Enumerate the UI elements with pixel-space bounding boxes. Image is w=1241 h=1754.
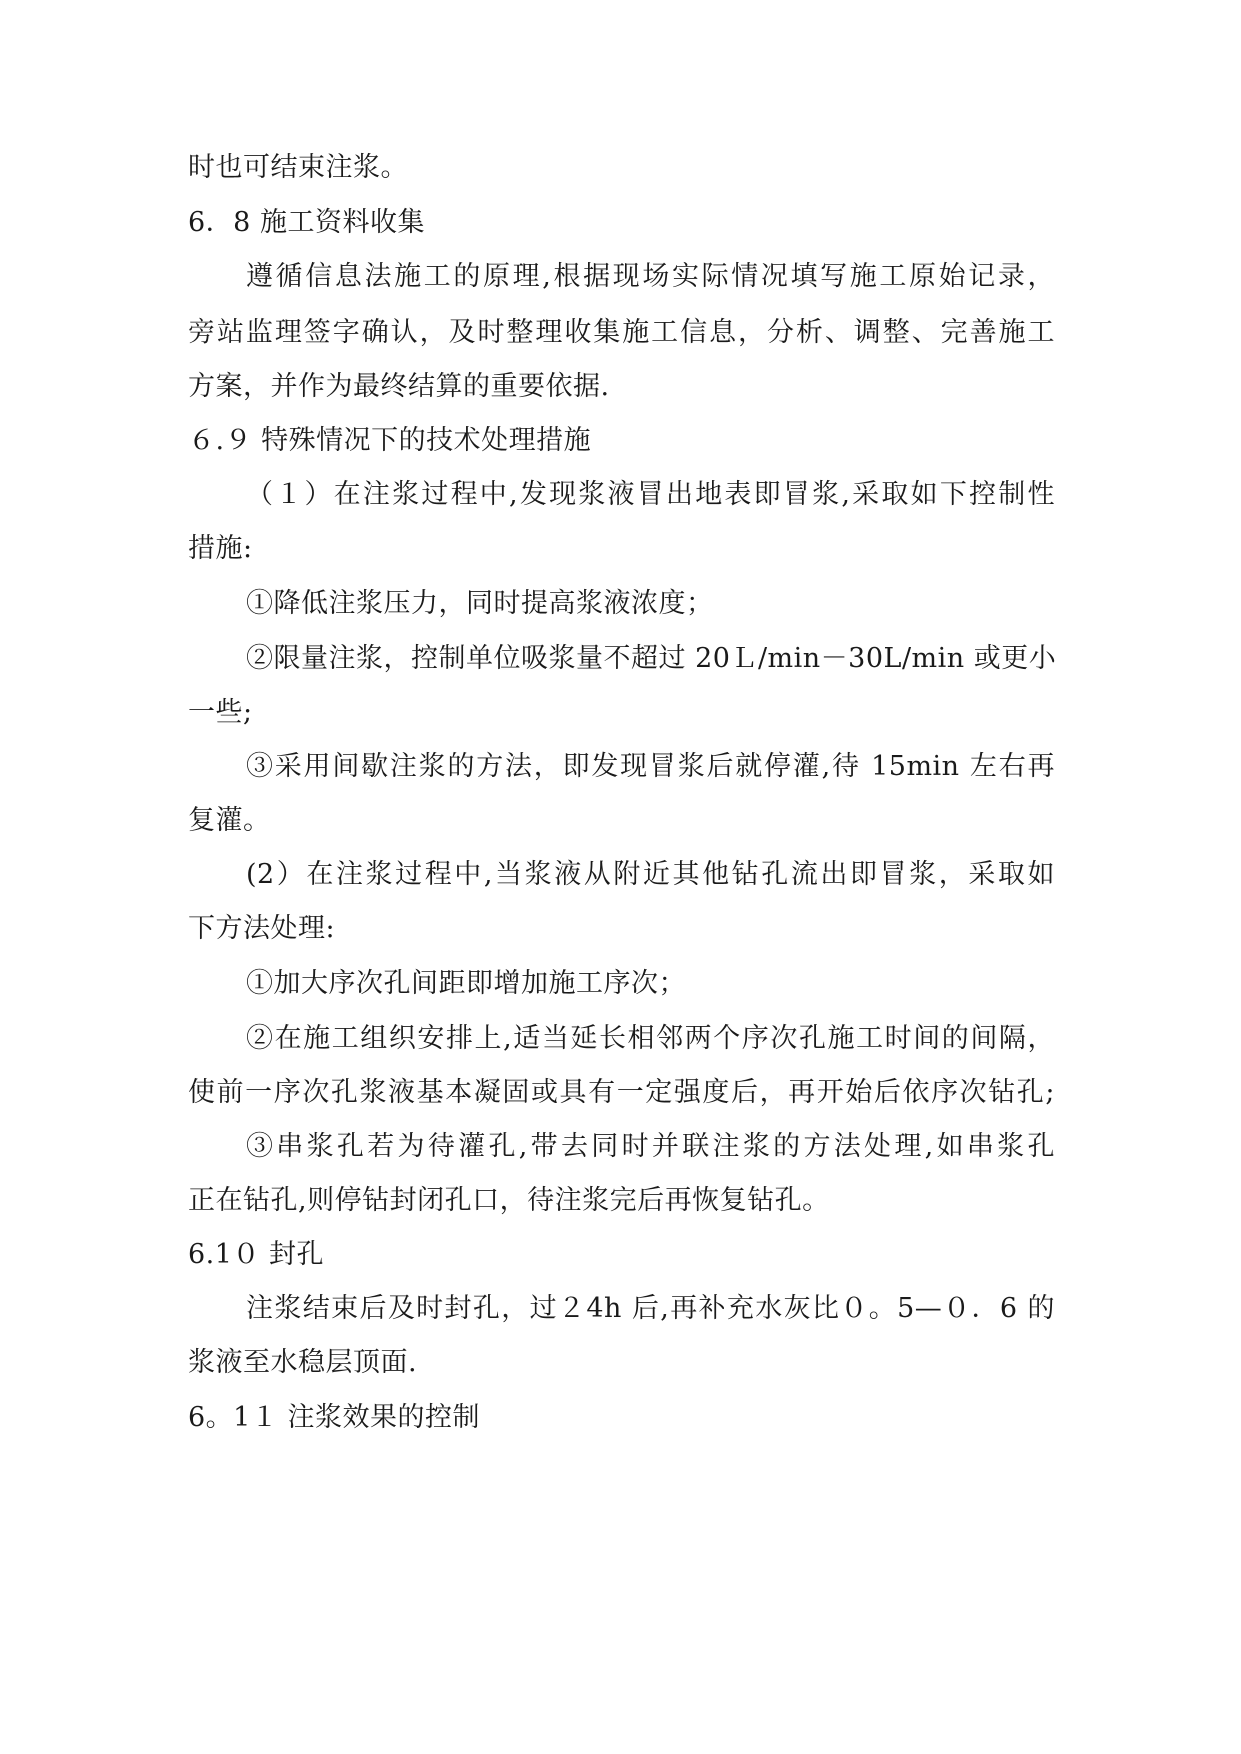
list-item: ②在施工组织安排上,适当延长相邻两个序次孔施工时间的间隔， <box>246 1023 1055 1054</box>
list-item: ③串浆孔若为待灌孔,带去同时并联注浆的方法处理,如串浆孔 <box>246 1131 1055 1162</box>
list-item-continuation: 正在钻孔,则停钻封闭孔口，待注浆完后再恢复钻孔。 <box>188 1185 830 1216</box>
paragraph-line: 方案，并作为最终结算的重要依据. <box>188 371 610 402</box>
list-item: ①加大序次孔间距即增加施工序次； <box>246 968 686 999</box>
text-line: 时也可结束注浆。 <box>188 152 408 183</box>
paragraph-line: 下方法处理: <box>188 913 336 944</box>
list-item: ②限量注浆，控制单位吸浆量不超过 20Ｌ/min－30L/min 或更小 <box>246 643 1057 674</box>
section-heading-6-9: ６.９ 特殊情况下的技术处理措施 <box>188 425 592 456</box>
section-heading-6-10: 6.1０ 封孔 <box>188 1239 325 1270</box>
paragraph-line: (2）在注浆过程中,当浆液从附近其他钻孔流出即冒浆，采取如 <box>246 859 1055 890</box>
section-heading-6-8: 6．8 施工资料收集 <box>188 207 425 238</box>
paragraph-line: 措施: <box>188 533 253 564</box>
paragraph-line: 浆液至水稳层顶面. <box>188 1347 418 1378</box>
paragraph-line: 遵循信息法施工的原理,根据现场实际情况填写施工原始记录， <box>246 261 1055 292</box>
list-item-continuation: 复灌。 <box>188 805 271 836</box>
paragraph-line: 注浆结束后及时封孔，过２4h 后,再补充水灰比０。5—０．6 的 <box>246 1293 1055 1324</box>
list-item-continuation: 一些; <box>188 697 253 728</box>
list-item-continuation: 使前一序次孔浆液基本凝固或具有一定强度后，再开始后依序次钻孔; <box>188 1077 1055 1108</box>
paragraph-line: （１）在注浆过程中,发现浆液冒出地表即冒浆,采取如下控制性 <box>246 479 1055 510</box>
section-heading-6-11: 6。1１ 注浆效果的控制 <box>188 1402 480 1433</box>
paragraph-line: 旁站监理签字确认，及时整理收集施工信息，分析、调整、完善施工 <box>188 317 1055 348</box>
list-item: ①降低注浆压力，同时提高浆液浓度； <box>246 588 714 619</box>
list-item: ③采用间歇注浆的方法，即发现冒浆后就停灌,待 15min 左右再 <box>246 751 1055 782</box>
